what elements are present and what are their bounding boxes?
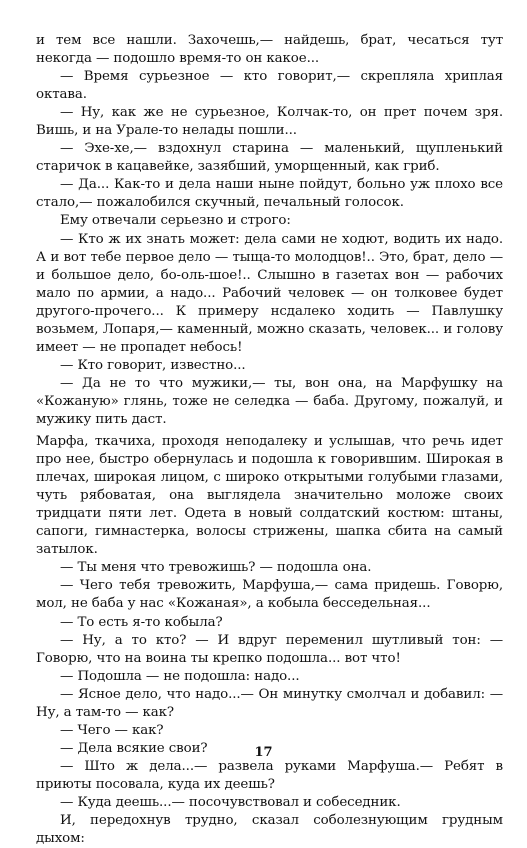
paragraph: — Да... Как-то и дела наши ныне пойдут, больно уж плохо все стало,— пожалобился скучный, печальный голосок. [36, 177, 503, 211]
paragraph: — Кто ж их знать может: дела сами не ходют, водить их надо. А и вот тебе первое дело — тыща-то молодцов!.. Это, брат, дело — и большое дело, бо-оль-шое!.. Слышно в газетах вон — рабочих мало по армии, а надо... Рабочий человек — он толковее будет другого-прочего... К примеру нсдалеко ходить — Павлушку возьмем, Лопаря,— каменный, можно сказать, человек... и голову имеет — не пропадет небось! [36, 231, 503, 355]
paragraph: и тем все нашли. Захочешь,— найдешь, брат, чесаться тут некогда — подошло время-то он какое... [36, 33, 503, 67]
paragraph: — Ты меня что тревожишь? — подошла она. [60, 560, 372, 576]
paragraph: Марфа, ткачиха, проходя неподалеку и услышав, что речь идет про нее, быстро обернулась и подошла к говорившим. Широкая в плечах, широкая лицом, с широко открытыми голубыми глазами, чуть рябоватая, она выглядела значительно моложе своих тридцати пяти лет. Одета в новый солдатский костюм: штаны, сапоги, гимнастерка, волосы стрижены, шапка сбита на самый затылок. [36, 434, 503, 558]
paragraph: — Подошла — не подошла: надо... [60, 668, 300, 684]
paragraph: — Чего — как? [60, 722, 164, 738]
paragraph: — Ясное дело, что надо...— Он минутку смолчал и добавил: — Ну, а там-то — как? [36, 686, 503, 720]
paragraph: — Дела всякие свои? [60, 740, 208, 756]
paragraph: — Ну, как же не сурьезное, Колчак-то, он прет почем зря. Вишь, и на Урале-то нелады пошли... [36, 105, 503, 139]
paragraph: И, передохнув трудно, сказал соболезнующим грудным дыхом: [36, 813, 503, 847]
paragraph: — Эхе-хе,— вздохнул старина — маленький, щупленький старичок в кацавейке, зазябший, уморщенный, как гриб. [36, 141, 503, 175]
paragraph: — Да не то что мужики,— ты, вон она, на Марфушку на «Кожаную» глянь, тоже не селедка — баба. Другому, пожалуй, и мужику пить даст. [36, 375, 503, 427]
paragraph: — Кто говорит, известно... [60, 357, 246, 373]
paragraph: Ему отвечали серьезно и строго: [60, 213, 291, 229]
paragraph: — То есть я-то кобыла? [60, 614, 223, 630]
paragraph: — Што ж дела...— развела руками Марфуша.— Ребят в приюты посовала, куда их деешь? [36, 758, 503, 792]
page-number: 17 [254, 745, 273, 760]
paragraph: — Чего тебя тревожить, Марфуша,— сама придешь. Говорю, мол, не баба у нас «Кожаная», а кобыла бесседельная... [36, 578, 503, 612]
page-text [36, 32, 503, 848]
paragraph: — Время сурьезное — кто говорит,— скрепляла хриплая октава. [36, 69, 503, 103]
paragraph: — Куда деешь...— посочувствовал и собеседник. [60, 794, 401, 810]
paragraph: — Ну, а то кто? — И вдруг переменил шутливый тон: — Говорю, что на воина ты крепко подошла... вот что! [36, 632, 503, 666]
